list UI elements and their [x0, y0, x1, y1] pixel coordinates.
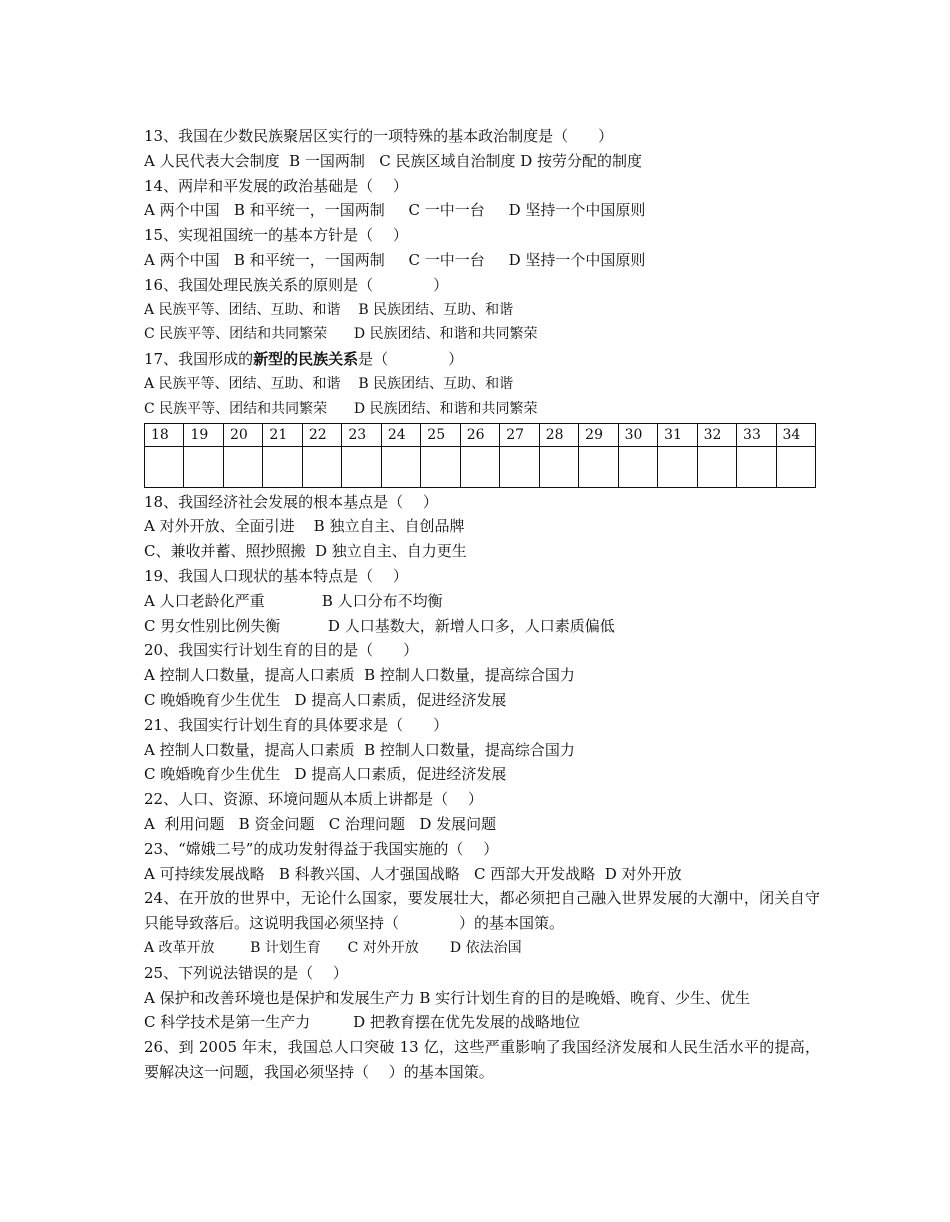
answer-table-number-row — [145, 423, 816, 446]
question-17 — [144, 347, 820, 421]
text-line: 15、实现祖国统一的基本方针是（ ） — [144, 226, 408, 245]
text-line: C 民族平等、团结和共同繁荣 D 民族团结、和谐和共同繁荣 — [144, 326, 538, 343]
text-line: A 两个中国 B 和平统一，一国两制 C 一中一台 D 坚持一个中国原则 — [144, 250, 646, 269]
text-line: 24、在开放的世界中，无论什么国家，要发展壮大，都必须把自己融入世界发展的大潮中，闭关自守只能导致落后。这说明我国必须坚持（ ）的基本国策。 — [144, 889, 820, 933]
answer-blank-cell[interactable] — [697, 446, 736, 487]
text-line: 22、人口、资源、环境问题从本质上讲都是（ ） — [144, 790, 483, 809]
answer-blank-cell[interactable] — [658, 446, 697, 487]
answer-blank-cell[interactable] — [539, 446, 578, 487]
answer-blank-cell[interactable] — [145, 446, 184, 487]
text-line: A 利用问题 B 资金问题 C 治理问题 D 发展问题 — [144, 814, 497, 833]
text-line: C 晚婚晚育少生优生 D 提高人口素质，促进经济发展 — [144, 690, 507, 709]
answer-number-cell: 30 — [618, 423, 657, 446]
text-line: 23、“嫦娥二号”的成功发射得益于我国实施的（ ） — [144, 839, 499, 858]
question-17-options-ab: A 民族平等、团结、互助、和谐 B 民族团结、互助、和谐 — [144, 375, 514, 392]
answer-blank-cell[interactable] — [302, 446, 341, 487]
q17-suffix: 是（ ） — [358, 350, 464, 369]
answer-number-cell: 32 — [697, 423, 736, 446]
answer-blank-cell[interactable] — [460, 446, 499, 487]
text-line: 16、我国处理民族关系的原则是（ ） — [144, 275, 449, 294]
q17-bold-term: 新型的民族关系 — [253, 350, 359, 369]
text-line: 20、我国实行计划生育的目的是（ ） — [144, 641, 419, 660]
answer-number-cell: 34 — [776, 423, 816, 446]
text-line: A 改革开放 B 计划生育 C 对外开放 D 依法治国 — [144, 939, 522, 956]
text-line: 25、下列说法错误的是（ ） — [144, 963, 348, 982]
answer-table — [144, 423, 816, 488]
text-line: C 科学技术是第一生产力 D 把教育摆在优先发展的战略地位 — [144, 1013, 580, 1032]
text-line: A 民族平等、团结、互助、和谐 B 民族团结、互助、和谐 — [144, 301, 514, 318]
answer-number-cell: 26 — [460, 423, 499, 446]
answer-blank-cell[interactable] — [421, 446, 460, 487]
answer-blank-cell[interactable] — [263, 446, 302, 487]
answer-number-cell: 25 — [421, 423, 460, 446]
text-line: A 人口老龄化严重 B 人口分布不均衡 — [144, 591, 443, 610]
answer-table-blank-row — [145, 446, 816, 487]
answer-number-cell: 24 — [381, 423, 420, 446]
answer-blank-cell[interactable] — [579, 446, 618, 487]
text-line: C 男女性别比例失衡 D 人口基数大，新增人口多，人口素质偏低 — [144, 616, 615, 635]
answer-blank-cell[interactable] — [737, 446, 776, 487]
text-line: A 两个中国 B 和平统一，一国两制 C 一中一台 D 坚持一个中国原则 — [144, 201, 646, 220]
question-17-options-cd: C 民族平等、团结和共同繁荣 D 民族团结、和谐和共同繁荣 — [144, 400, 538, 417]
text-line: 13、我国在少数民族聚居区实行的一项特殊的基本政治制度是（ ） — [144, 127, 614, 145]
answer-blank-cell[interactable] — [184, 446, 223, 487]
answer-number-cell: 27 — [500, 423, 539, 446]
exam-page — [144, 124, 820, 1085]
answer-number-cell: 29 — [579, 423, 618, 446]
text-line: A 对外开放、全面引进 B 独立自主、自创品牌 — [144, 517, 465, 536]
answer-number-cell: 19 — [184, 423, 223, 446]
questions-13-16 — [144, 124, 820, 347]
answer-blank-cell[interactable] — [381, 446, 420, 487]
q17-prefix: 17、我国形成的 — [144, 350, 254, 369]
answer-blank-cell[interactable] — [342, 446, 381, 487]
text-line: 14、两岸和平发展的政治基础是（ ） — [144, 176, 408, 195]
answer-number-cell: 21 — [263, 423, 302, 446]
answer-number-cell: 18 — [145, 423, 184, 446]
questions-18-26 — [144, 490, 820, 1085]
text-line: C、兼收并蓄、照抄照搬 D 独立自主、自力更生 — [144, 542, 467, 561]
answer-number-cell: 22 — [302, 423, 341, 446]
answer-number-cell: 20 — [223, 423, 262, 446]
text-line: 19、我国人口现状的基本特点是（ ） — [144, 566, 408, 585]
text-line: A 控制人口数量，提高人口素质 B 控制人口数量，提高综合国力 — [144, 666, 575, 685]
answer-blank-cell[interactable] — [618, 446, 657, 487]
text-line: 26、到 2005 年末，我国总人口突破 13 亿，这些严重影响了我国经济发展和人民生活水平的提高，要解决这一问题，我国必须坚持（ ）的基本国策。 — [144, 1038, 820, 1081]
text-line: A 保护和改善环境也是保护和发展生产力 B 实行计划生育的目的是晚婚、晚育、少生、优生 — [144, 988, 751, 1007]
answer-number-cell: 31 — [658, 423, 697, 446]
answer-number-cell: 33 — [737, 423, 776, 446]
text-line: 18、我国经济社会发展的根本基点是（ ） — [144, 492, 438, 511]
answer-blank-cell[interactable] — [500, 446, 539, 487]
answer-number-cell: 28 — [539, 423, 578, 446]
answer-number-cell: 23 — [342, 423, 381, 446]
text-line: C 晚婚晚育少生优生 D 提高人口素质，促进经济发展 — [144, 765, 507, 784]
text-line: A 可持续发展战略 B 科教兴国、人才强国战略 C 西部大开发战略 D 对外开放 — [144, 864, 682, 883]
question-17-stem — [144, 347, 820, 372]
text-line: A 人民代表大会制度 B 一国两制 C 民族区域自治制度 D 按劳分配的制度 — [144, 151, 643, 170]
text-line: 21、我国实行计划生育的具体要求是（ ） — [144, 715, 449, 734]
answer-blank-cell[interactable] — [776, 446, 816, 487]
answer-blank-cell[interactable] — [223, 446, 262, 487]
text-line: A 控制人口数量，提高人口素质 B 控制人口数量，提高综合国力 — [144, 740, 575, 759]
